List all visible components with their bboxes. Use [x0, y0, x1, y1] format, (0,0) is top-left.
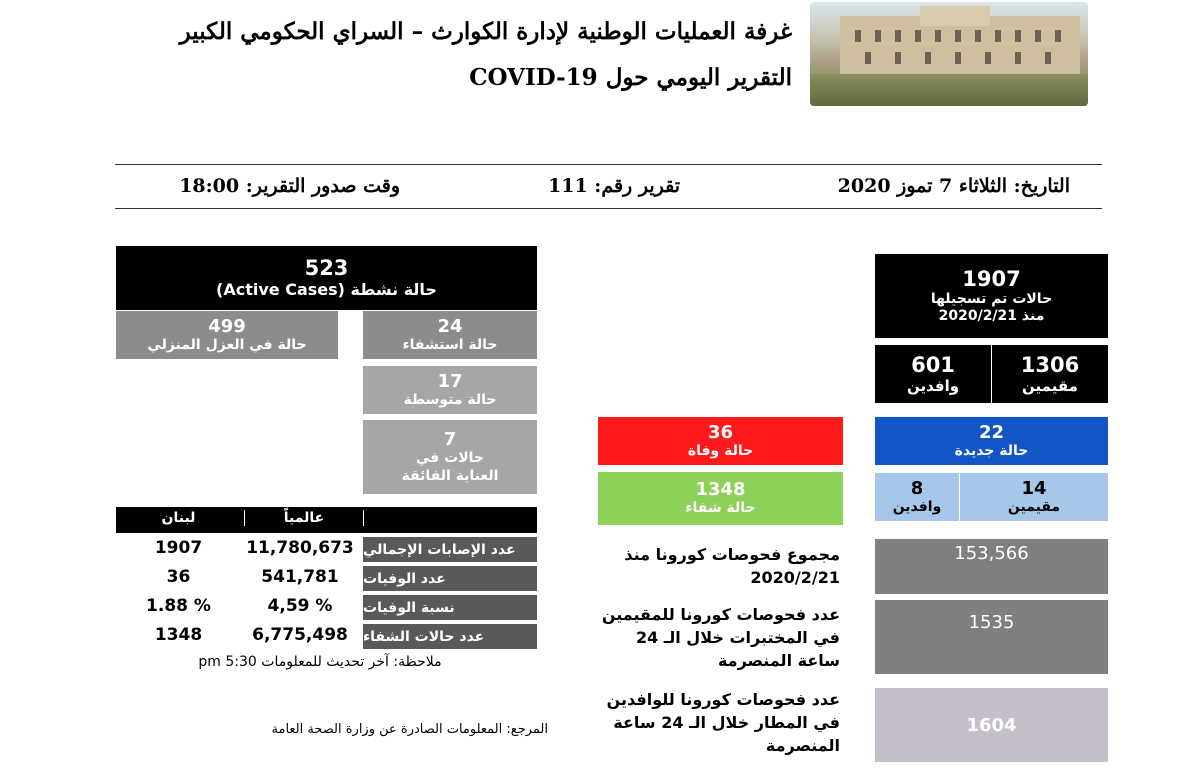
registered-arrivals-label: وافدين — [906, 376, 960, 395]
stats-table-header — [116, 507, 537, 533]
registered-value: 1907 — [962, 266, 1021, 291]
row-deaths-global: 541,781 — [261, 567, 339, 587]
registered-label: حالات تم تسجيلها — [930, 290, 1053, 307]
report-number: تقرير رقم: 111 — [548, 175, 680, 197]
moderate-value: 17 — [437, 370, 463, 392]
moderate-box — [363, 366, 537, 414]
report-title-line1: غرفة العمليات الوطنية لإدارة الكوارث – السراي الحكومي الكبير — [179, 18, 792, 45]
deaths-box — [598, 417, 843, 465]
tests-total-value: 153,566 — [954, 543, 1029, 564]
tests-arrivals-box — [875, 688, 1108, 762]
hospitalized-box — [363, 311, 537, 359]
recoveries-label: حالة شفاء — [685, 500, 756, 517]
row-death-rate-label: نسبة الوفيات — [363, 595, 537, 620]
active-cases-value: 523 — [304, 256, 349, 280]
new-cases-box — [875, 417, 1108, 465]
row-death-rate-lebanon: 1.88 % — [146, 596, 211, 616]
registered-since: منذ 2020/2/21 — [938, 308, 1045, 324]
hospitalized-label: حالة استشفاء — [402, 336, 498, 353]
deaths-label: حالة وفاة — [687, 442, 754, 459]
tests-residents-value: 1535 — [968, 612, 1015, 633]
row-recoveries-lebanon: 1348 — [154, 625, 203, 645]
tests-arrivals-value: 1604 — [966, 714, 1017, 736]
source-note: المرجع: المعلومات الصادرة عن وزارة الصحة العامة — [271, 722, 548, 737]
report-title-line2: التقرير اليومي حول COVID-19 — [469, 64, 792, 91]
new-residents-box — [960, 473, 1108, 521]
home-isolation-label: حالة في العزل المنزلي — [147, 336, 307, 353]
report-issue-time: وقت صدور التقرير: 18:00 — [179, 175, 400, 197]
home-isolation-value: 499 — [208, 315, 246, 337]
new-residents-value: 14 — [1021, 477, 1047, 499]
new-residents-label: مقيمين — [1007, 498, 1061, 515]
registered-residents-value: 1306 — [1020, 352, 1080, 377]
col-global-header: عالمياً — [244, 510, 364, 526]
row-recoveries-label: عدد حالات الشفاء — [363, 624, 537, 649]
registered-residents-label: مقيمين — [1022, 376, 1078, 395]
new-arrivals-value: 8 — [910, 477, 924, 499]
new-arrivals-label: وافدين — [892, 498, 942, 515]
tests-total-box — [875, 539, 1108, 594]
registered-arrivals-box — [875, 345, 991, 403]
tests-total-label: مجموع فحوصات كورونا منذ 2020/2/21 — [624, 545, 840, 588]
home-isolation-box — [116, 311, 338, 359]
tests-residents-label: عدد فحوصات كورونا للمقيمين في المختبرات خلال الـ 24 ساعة المنصرمة — [601, 605, 840, 671]
icu-value: 7 — [443, 429, 457, 450]
row-death-rate-global: 4,59 % — [267, 596, 333, 616]
row-recoveries-global: 6,775,498 — [252, 625, 348, 645]
report-date: التاريخ: الثلاثاء 7 تموز 2020 — [837, 175, 1070, 197]
recoveries-box — [598, 472, 843, 525]
registered-residents-box — [992, 345, 1108, 403]
recoveries-value: 1348 — [695, 479, 746, 501]
icu-box — [363, 420, 537, 494]
row-total-cases-lebanon: 1907 — [154, 538, 203, 558]
tests-arrivals-label: عدد فحوصات كورونا للوافدين في المطار خلال الـ 24 ساعة المنصرمة — [606, 690, 840, 756]
new-cases-value: 22 — [978, 421, 1005, 443]
icu-label: حالات في العناية الفائقة — [401, 450, 499, 484]
government-palace-photo — [810, 2, 1088, 106]
row-total-cases-label: عدد الإصابات الإجمالي — [363, 537, 537, 562]
new-arrivals-box — [875, 473, 959, 521]
row-total-cases-global: 11,780,673 — [246, 538, 354, 558]
tests-residents-box — [875, 600, 1108, 674]
registered-arrivals-value: 601 — [911, 352, 955, 377]
deaths-value: 36 — [707, 421, 734, 443]
hospitalized-value: 24 — [437, 315, 463, 337]
row-deaths-lebanon: 36 — [166, 567, 191, 587]
update-note: ملاحظة: آخر تحديث للمعلومات 5:30 pm — [198, 654, 442, 670]
registered-box — [875, 254, 1108, 338]
col-lebanon-header: لبنان — [161, 510, 196, 526]
new-cases-label: حالة جديدة — [954, 442, 1029, 459]
active-cases-label: حالة نشطة (Active Cases) — [216, 280, 437, 299]
active-cases-box — [116, 246, 537, 310]
moderate-label: حالة متوسطة — [403, 391, 497, 408]
row-deaths-label: عدد الوفيات — [363, 566, 537, 591]
